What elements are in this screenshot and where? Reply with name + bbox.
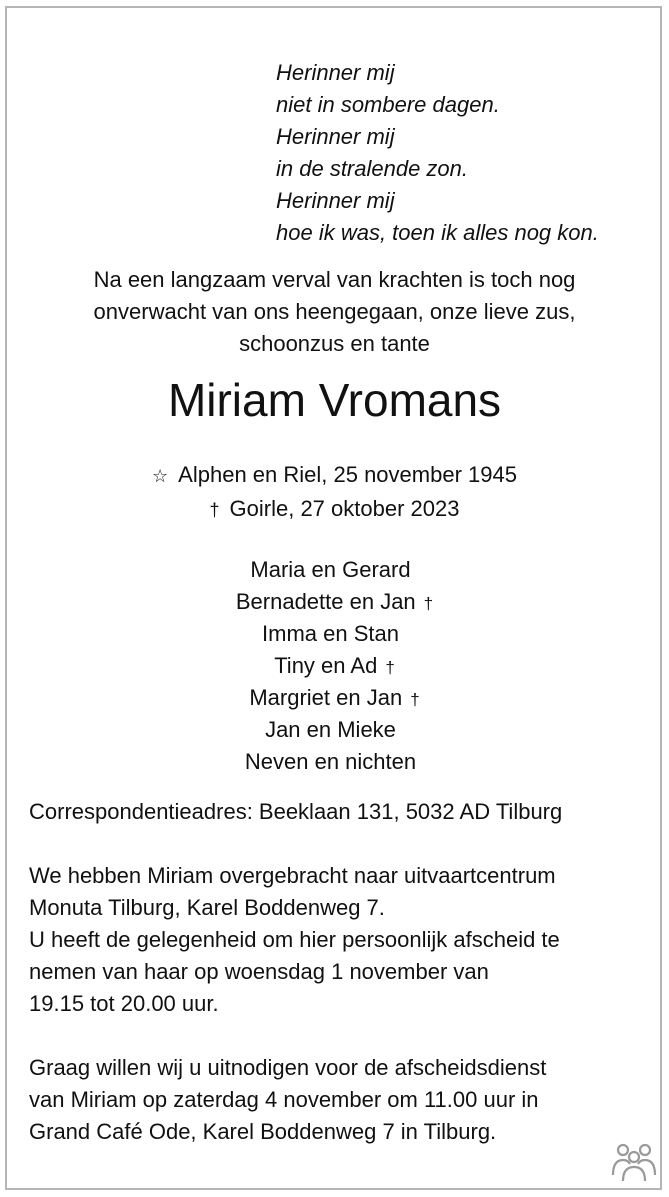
people-group-icon [609,1141,659,1183]
cross-icon: † [410,690,420,709]
correspondence-address: Correspondentieadres: Beeklaan 131, 5032 AD Tilburg [29,799,563,824]
family-item: Margriet en Jan † [0,682,669,714]
family-item: Maria en Gerard [250,557,411,582]
poem-line: Herinner mij [276,188,395,213]
poem-line: niet in sombere dagen. [276,92,500,117]
family-item: Neven en nichten [244,749,417,774]
deceased-name: Miriam Vromans [167,374,502,426]
paragraph-line: Grand Café Ode, Karel Boddenweg 7 in Tilburg. [29,1119,497,1144]
intro-text [0,264,669,360]
paragraph-line: nemen van haar op woensdag 1 november van [29,959,489,984]
paragraph-line: We hebben Miriam overgebracht naar uitvaartcentrum [29,863,556,888]
poem-line: Herinner mij [276,60,395,85]
intro-line: onverwacht van ons heengegaan, onze lieve zus, [93,299,576,324]
paragraph-line: U heeft de gelegenheid om hier persoonlijk afscheid te [29,927,560,952]
death-row [0,492,669,526]
poem [276,57,599,249]
birth-row [0,458,669,492]
paragraph-line: van Miriam op zaterdag 4 november om 11.00 uur in [29,1087,539,1112]
family-item: Tiny en Ad † [0,650,669,682]
paragraph-line: 19.15 tot 20.00 uur. [29,991,219,1016]
intro-line: Na een langzaam verval van krachten is toch nog [93,267,576,292]
intro-line: schoonzus en tante [239,331,430,356]
cross-icon: † [385,658,395,677]
birth-text: Alphen en Riel, 25 november 1945 [178,462,517,487]
family-item: Bernadette en Jan † [0,586,669,618]
service-paragraph [29,1052,546,1148]
viewing-paragraph [29,860,560,1020]
family-item: Jan en Mieke [265,717,396,742]
life-dates [0,458,669,526]
cross-icon: † [209,500,220,520]
death-text: Goirle, 27 oktober 2023 [229,496,460,521]
family-item: Imma en Stan [262,621,399,646]
paragraph-line: Graag willen wij u uitnodigen voor de afscheidsdienst [29,1055,547,1080]
poem-line: Herinner mij [276,124,395,149]
poem-line: in de stralende zon. [276,156,469,181]
paragraph-line: Monuta Tilburg, Karel Boddenweg 7. [29,895,385,920]
star-icon: ☆ [152,466,169,486]
cross-icon: † [423,594,434,613]
poem-line: hoe ik was, toen ik alles nog kon. [276,220,599,245]
family-list [0,554,669,778]
